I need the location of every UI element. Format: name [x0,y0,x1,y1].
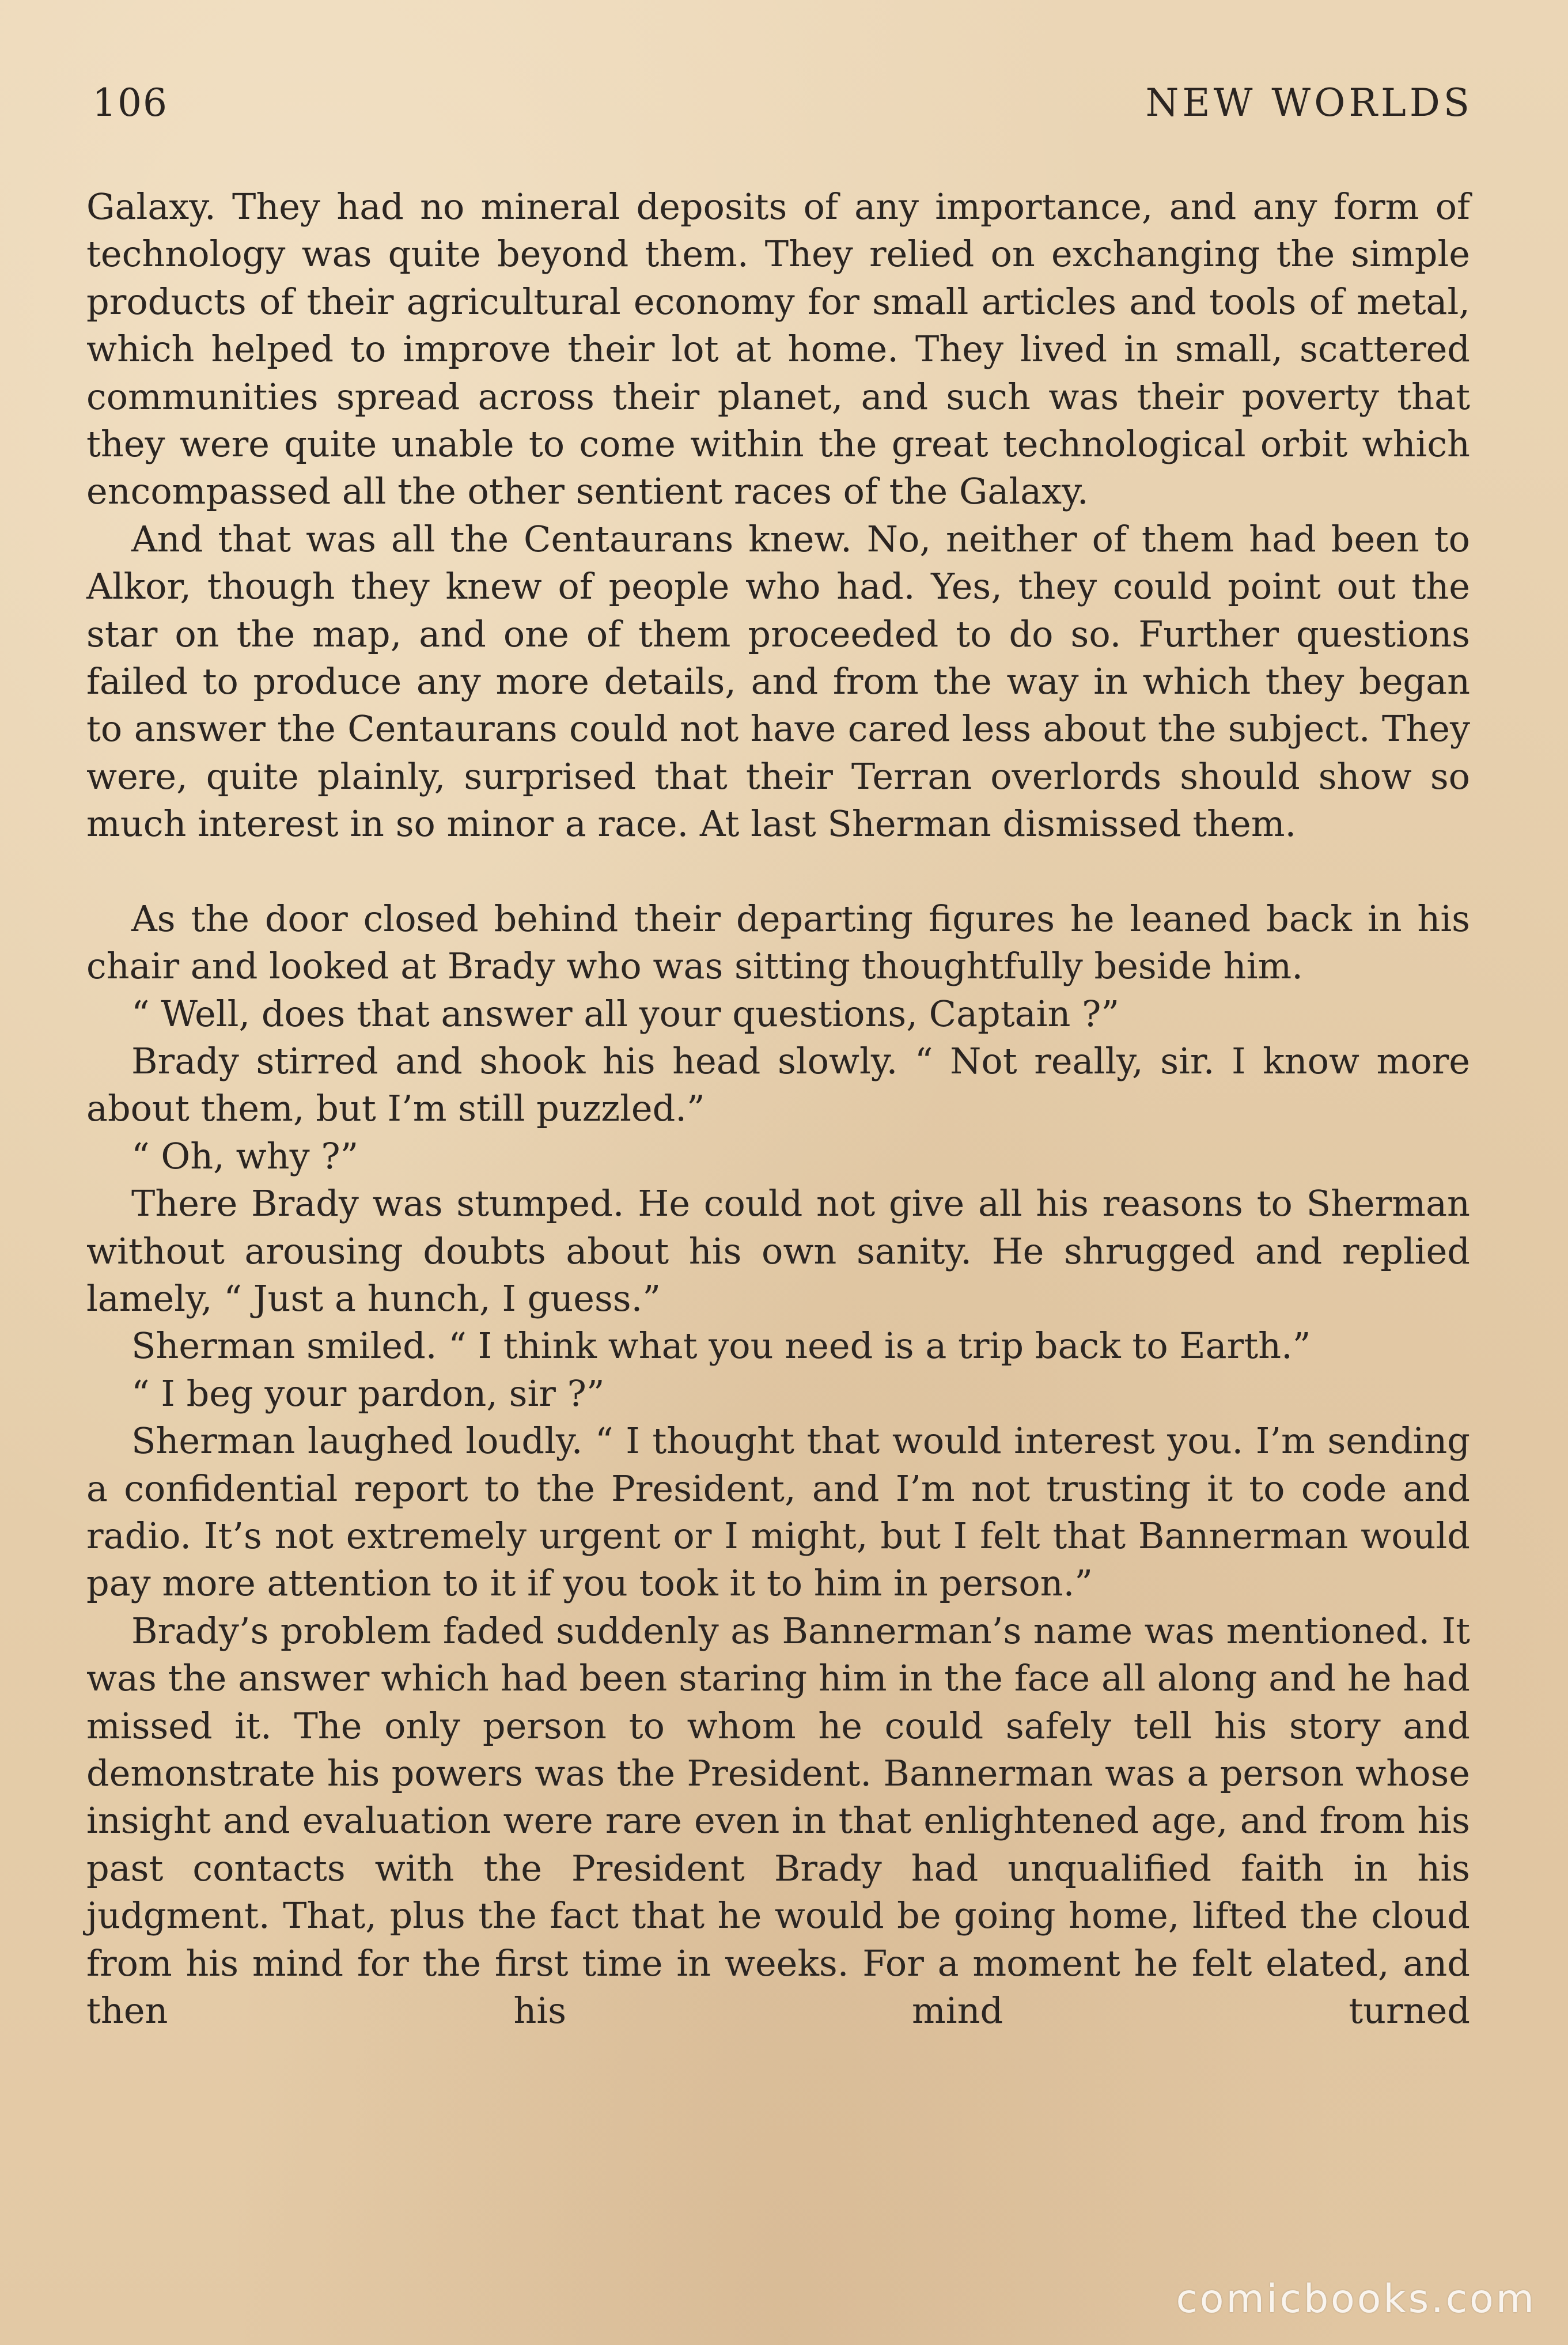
paragraph: As the door closed behind their departing figures he leaned back in his chair and looked at Brady who was sitting thoughtfully beside him. [86,897,1470,988]
paragraph: Brady’s problem faded suddenly as Bannerman’s name was mentioned. It was the answer which had been staring him in the face all along and he had missed it. The only person to whom he could safely tell his story and demonstrate his powers was the President. Bannerman was a person whose insight and evaluation were rare even in that enlightened age, and from his past contacts with the President Brady had unqualified faith in his judgment. That, plus the fact that he would be going home, lifted the cloud from his mind for the first time in weeks. For a moment he felt elated, and then his mind turned [86,1609,1470,2032]
paragraph: Galaxy. They had no mineral deposits of any importance, and any form of technology was quite beyond them. They relied on exchanging the simple products of their agricultural economy for small articles and tools of metal, which helped to improve their lot at home. They lived in small, scattered communities spread across their planet, and such was their poverty that they were quite unable to come within the great technological orbit which encompassed all the other sentient races of the Galaxy. [86,186,1470,513]
paragraph: “ Oh, why ?” [131,1134,359,1177]
running-head: NEW WORLDS [1145,81,1473,125]
paragraph: And that was all the Centaurans knew. No, neither of them had been to Alkor, though they knew of people who had. Yes, they could point out the star on the map, and one of them proceeded to do so. Further questions failed to produce any more details, and from the way in which they began to answer the Centaurans could not have cared less about the subject. They were, quite plainly, surprised that their Terran overlords should show so much interest in so minor a race. At last Sherman dismissed them. [86,517,1470,845]
paragraph: “ Well, does that answer all your questions, Captain ?” [131,992,1120,1035]
page-number: 106 [92,81,168,125]
paragraph: There Brady was stumped. He could not give all his reasons to Sherman without arousing doubts about his own sanity. He shrugged and replied lamely, “ Just a hunch, I guess.” [86,1182,1470,1319]
paragraph: Sherman laughed loudly. “ I thought that would interest you. I’m sending a confidential report to the President, and I’m not trusting it to code and radio. It’s not extremely urgent or I might, but I felt that Bannerman would pay more attention to it if you took it to him in person.” [86,1420,1470,1605]
watermark: comicbooks.com [1176,2276,1536,2322]
page-header [92,81,1473,144]
paragraph: “ I beg your pardon, sir ?” [131,1372,605,1414]
body-text [86,183,1470,2034]
paragraph: Sherman smiled. “ I think what you need is a trip back to Earth.” [131,1325,1311,1367]
paragraph: Brady stirred and shook his head slowly. “ Not really, sir. I know more about them, but I’m still puzzled.” [86,1039,1470,1130]
